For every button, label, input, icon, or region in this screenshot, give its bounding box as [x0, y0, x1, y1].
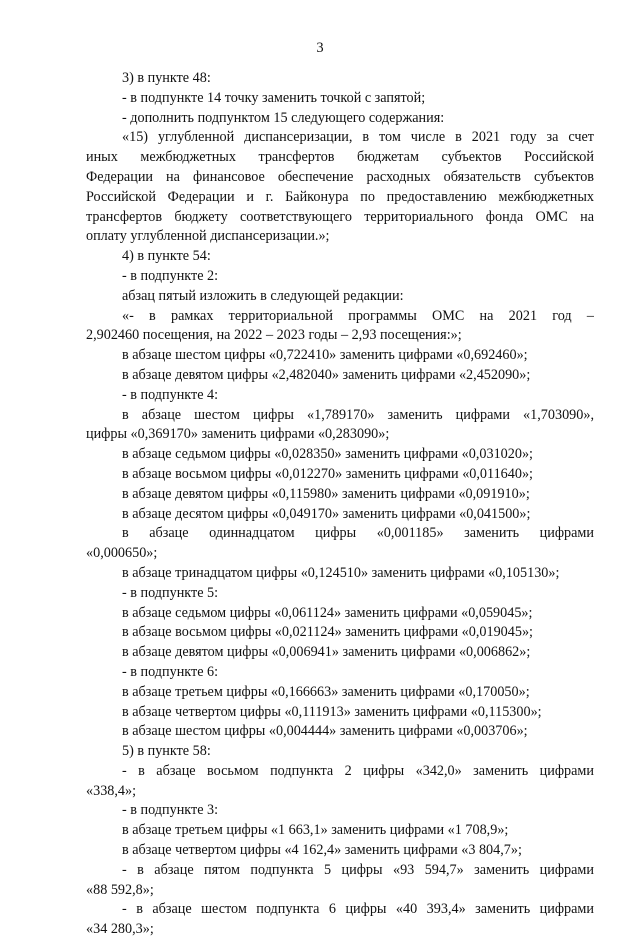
text-line: «15) углубленной диспансеризации, в том числе в 2021 году за счет [122, 129, 594, 146]
text-line: «34 280,3»; [86, 921, 154, 938]
text-line: в абзаце третьем цифры «1 663,1» заменить цифрами «1 708,9»; [122, 822, 509, 839]
text-line: в абзаце шестом цифры «0,004444» заменить цифрами «0,003706»; [122, 723, 528, 740]
text-line: 2,902460 посещения, на 2022 – 2023 годы – 2,93 посещения:»; [86, 327, 462, 344]
text-line: - в подпункте 6: [122, 663, 219, 680]
text-line: 4) в пункте 54: [122, 248, 211, 265]
document-body [86, 69, 594, 940]
text-line: - в абзаце пятом подпункта 5 цифры «93 594,7» заменить цифрами [122, 861, 594, 878]
text-line: иных межбюджетных трансфертов бюджетам субъектов Российской [86, 149, 594, 166]
text-line: - дополнить подпунктом 15 следующего содержания: [122, 109, 445, 126]
text-line: «338,4»; [86, 782, 137, 799]
page-number: 3 [316, 40, 324, 56]
text-line: цифры «0,369170» заменить цифрами «0,283090»; [86, 426, 390, 443]
text-line: в абзаце третьем цифры «0,166663» заменить цифрами «0,170050»; [122, 683, 530, 700]
text-line: трансфертов бюджету соответствующего территориального фонда ОМС на [86, 208, 594, 225]
text-line: - в подпункте 4: [122, 386, 219, 403]
text-line: в абзаце седьмом цифры «0,028350» заменить цифрами «0,031020»; [122, 446, 533, 463]
text-line: в абзаце девятом цифры «0,115980» заменить цифрами «0,091910»; [122, 485, 530, 502]
text-line: абзац пятый изложить в следующей редакции: [122, 287, 404, 304]
text-line: в абзаце восьмом цифры «0,021124» заменить цифрами «0,019045»; [122, 624, 534, 641]
text-line: оплату углубленной диспансеризации.»; [86, 228, 330, 245]
text-line: в абзаце девятом цифры «2,482040» заменить цифрами «2,452090»; [122, 366, 531, 383]
text-line: в абзаце четвертом цифры «4 162,4» заменить цифрами «3 804,7»; [122, 842, 522, 859]
text-line: Федерации на финансовое обеспечение расходных обязательств субъектов [86, 168, 594, 185]
text-line: «- в рамках территориальной программы ОМС на 2021 год – [122, 307, 594, 324]
text-line: «88 592,8»; [86, 881, 154, 898]
text-line: в абзаце восьмом цифры «0,012270» заменить цифрами «0,011640»; [122, 465, 534, 482]
text-line: - в подпункте 14 точку заменить точкой с запятой; [122, 89, 426, 106]
text-line: 5) в пункте 58: [122, 743, 211, 760]
text-line: «0,000650»; [86, 545, 158, 562]
text-line: - в абзаце восьмом подпункта 2 цифры «342,0» заменить цифрами [122, 762, 594, 779]
text-line: в абзаце тринадцатом цифры «0,124510» заменить цифрами «0,105130»; [122, 564, 560, 581]
text-line: - в подпункте 3: [122, 802, 219, 819]
text-line: 3) в пункте 48: [122, 70, 211, 86]
text-line: в абзаце десятом цифры «0,049170» заменить цифрами «0,041500»; [122, 505, 531, 522]
text-line: - в подпункте 2: [122, 267, 219, 284]
text-line: в абзаце седьмом цифры «0,061124» заменить цифрами «0,059045»; [122, 604, 533, 621]
text-line: в абзаце шестом цифры «0,722410» заменить цифрами «0,692460»; [122, 347, 528, 364]
text-line: Российской Федерации и г. Байконура по предоставлению межбюджетных [86, 188, 594, 205]
text-line: в абзаце девятом цифры «0,006941» заменить цифрами «0,006862»; [122, 644, 531, 661]
text-line: - в подпункте 5: [122, 584, 219, 601]
text-line: в абзаце одиннадцатом цифры «0,001185» заменить цифрами [122, 525, 594, 542]
text-line: в абзаце шестом цифры «1,789170» заменить цифрами «1,703090», [122, 406, 594, 423]
text-line: - в абзаце шестом подпункта 6 цифры «40 393,4» заменить цифрами [122, 901, 594, 918]
text-line: в абзаце четвертом цифры «0,111913» заменить цифрами «0,115300»; [122, 703, 542, 720]
